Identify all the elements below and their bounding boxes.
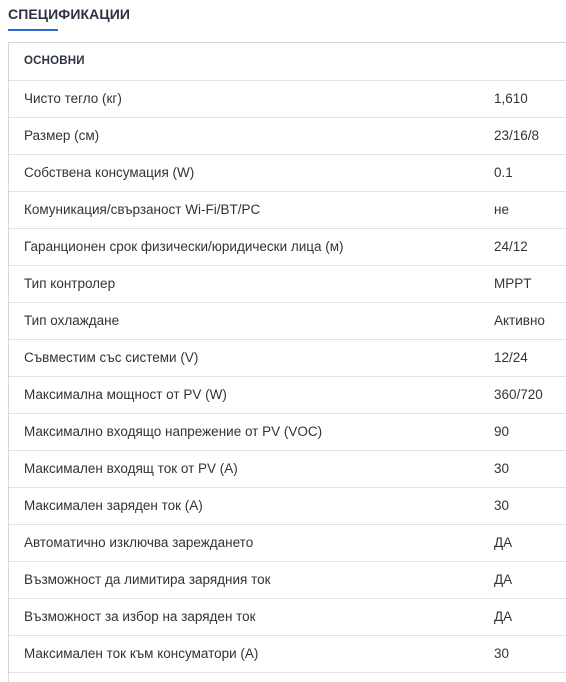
section-header-row [9,43,566,81]
table-row [9,303,566,340]
spec-name: Максимален входящ ток от PV (A) [24,461,238,476]
table-row [9,81,566,118]
spec-name: Чисто тегло (кг) [24,91,122,106]
table-row [9,636,566,673]
spec-name: Възможност да лимитира зарядния ток [24,572,271,587]
spec-name: Гаранционен срок физически/юридически лица (м) [24,239,344,254]
spec-value: MPPT [494,276,532,291]
spec-name: Автоматично изключва зареждането [24,535,254,550]
spec-value: 23/16/8 [494,128,540,143]
table-row [9,488,566,525]
table-row [9,192,566,229]
spec-value: ДА [494,572,513,587]
spec-name: Максимален ток към консуматори (A) [24,646,259,661]
spec-value: Активно [494,313,545,328]
spec-name: Максимална мощност от PV (W) [24,387,227,402]
spec-name: Собствена консумация (W) [24,165,195,180]
spec-value: 1,610 [494,91,528,106]
active-tab-underline [8,29,58,31]
table-row [9,562,566,599]
table-row [9,377,566,414]
specifications-table [8,42,566,682]
spec-name: Съвместим със системи (V) [24,350,199,365]
table-row [9,414,566,451]
spec-name: Размер (см) [24,128,100,143]
spec-name: Възможност за избор на заряден ток [24,609,256,624]
spec-value: 24/12 [494,239,528,254]
table-row [9,229,566,266]
spec-value: 0.1 [494,165,513,180]
spec-value: ДА [494,609,513,624]
table-row [9,451,566,488]
spec-name: Максимално входящо напрежение от PV (VOC) [24,424,323,439]
spec-value: 30 [494,646,510,661]
table-row [9,155,566,192]
specifications-header [8,0,566,32]
specifications-title: СПЕЦИФИКАЦИИ [8,6,131,22]
spec-value: не [494,202,509,217]
spec-value: 360/720 [494,387,543,402]
table-row [9,118,566,155]
spec-value: 90 [494,424,510,439]
spec-value: 12/24 [494,350,528,365]
section-label-basic: ОСНОВНИ [24,55,85,67]
spec-value: 30 [494,461,510,476]
spec-name: Тип охлаждане [24,313,120,328]
spec-name: Максимален заряден ток (A) [24,498,203,513]
table-row [9,266,566,303]
spec-value: ДА [494,535,513,550]
spec-value: 30 [494,498,510,513]
table-row [9,599,566,636]
spec-name: Тип контролер [24,276,116,291]
table-row [9,340,566,377]
spec-name: Комуникация/свързаност Wi-Fi/BT/PC [24,202,261,217]
table-row [9,525,566,562]
